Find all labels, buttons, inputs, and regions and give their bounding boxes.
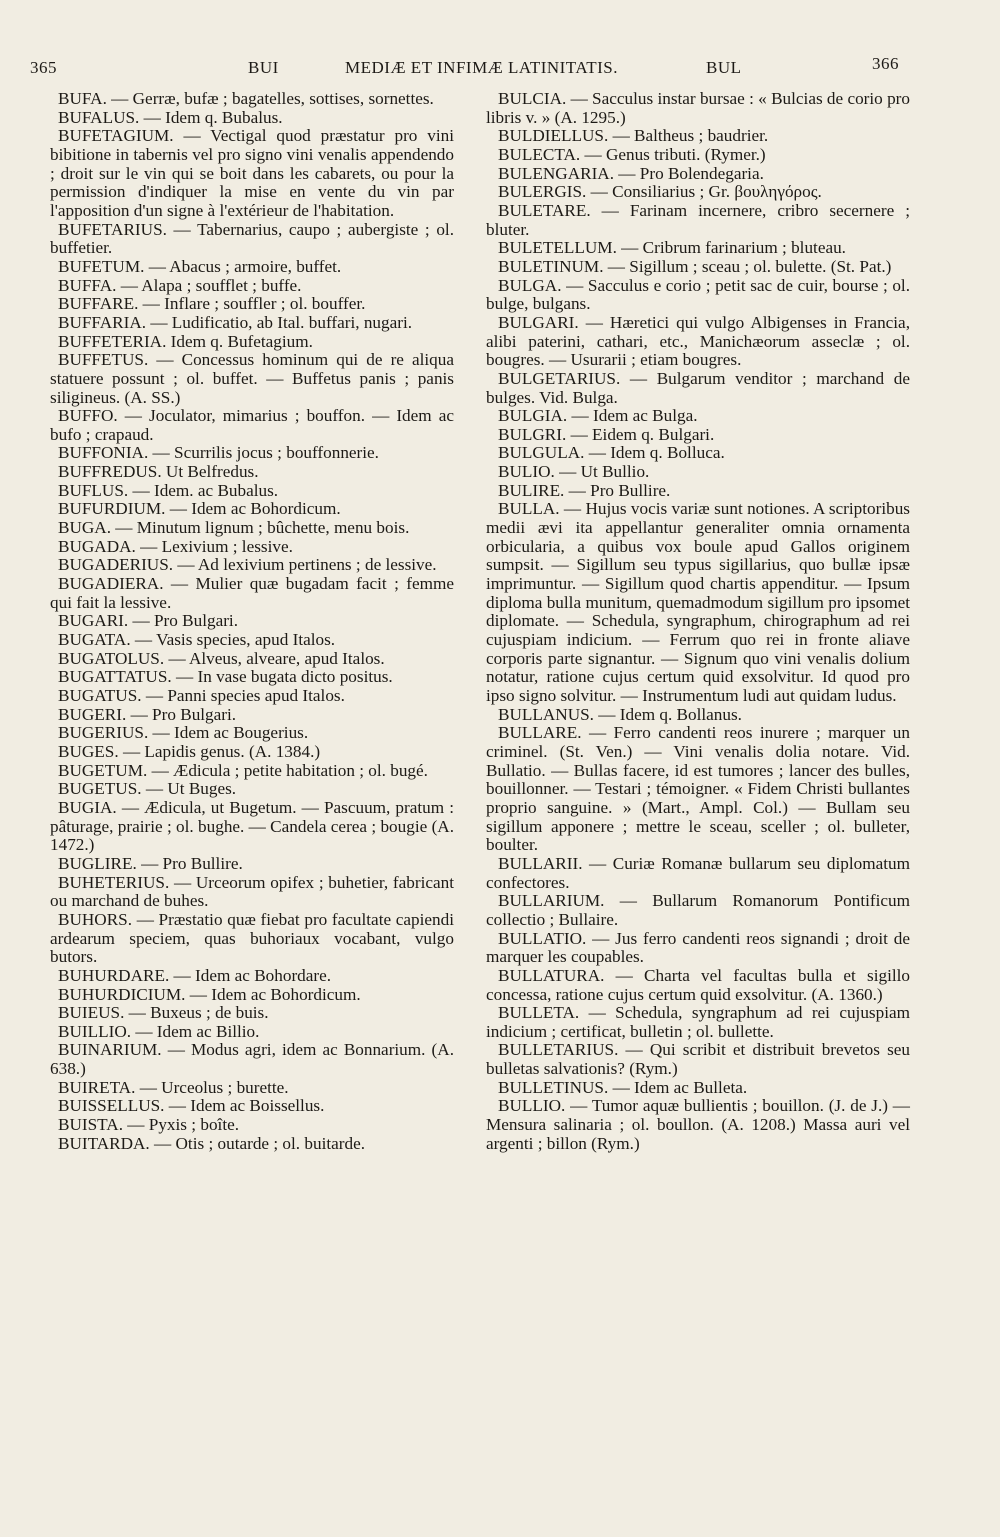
dictionary-entry: BULGRI. — Eidem q. Bulgari. (498, 424, 715, 444)
dictionary-entry: BUGADERIUS. — Ad lexivium pertinens ; de lessive. (58, 555, 437, 575)
dictionary-entry: BUFFARE. — Inflare ; souffler ; ol. bouffer. (58, 294, 366, 314)
dictionary-entry: BUGLIRE. — Pro Bullire. (58, 853, 243, 873)
dictionary-entry: BUHURDICIUM. — Idem ac Bohordicum. (58, 984, 361, 1004)
dictionary-entry: BULLA. — Hujus vocis variæ sunt notiones. A scriptoribus medii ævi ita appellantur generaliter omnia ornamenta orbicularia, a quibus vox boule apud Gallos originem sumpsit. — Sigillum seu typus sigillarius, quo bullæ ipsæ imprimuntur. — Sigillum quod chartis appenditur. — Ipsum diploma bulla munitum, quemadmodum sigillum pro ipsomet diplomate. — Schedula, syngraphum, chirographum ad rei cujuspiam indicium. — Ferrum quo rei in fronte aliave corporis parte signantur. — Signum quo vini venalis dolium notatur, ratione cujus certum quid exsolvitur. Id quod pro ipso signo solvitur. — Instrumentum ludi aut quidam ludus. (486, 499, 910, 705)
dictionary-entry: BULLARII. — Curiæ Romanæ bullarum seu diplomatum confectores. (486, 853, 910, 892)
dictionary-entry: BULLATURA. — Charta vel facultas bulla et sigillo concessa, ratione cujus certum quid exsolvitur. (A. 1360.) (486, 965, 910, 1004)
dictionary-entry: BULGA. — Sacculus e corio ; petit sac de cuir, bourse ; ol. bulge, bulgans. (486, 275, 910, 314)
dictionary-entry: BULLANUS. — Idem q. Bollanus. (498, 704, 742, 724)
dictionary-entry: BUGATTATUS. — In vase bugata dicto positus. (58, 667, 393, 687)
dictionary-entry: BULLATIO. — Jus ferro candenti reos signandi ; droit de marquer les coupables. (486, 928, 910, 967)
page-number-right: 366 (872, 54, 899, 73)
dictionary-entry: BULDIELLUS. — Baltheus ; baudrier. (498, 126, 769, 146)
dictionary-entry: BUFETAGIUM. — Vectigal quod præstatur pro vini bibitione in tabernis vel pro signo vini venalis appendendo ; droit sur le vin qui se boit dans les cabarets, ou pour la permission d'indiquer la mise en vente du vin par l'apposition d'un signe à l'extérieur de l'habitation. (50, 126, 454, 220)
dictionary-entry: BUFFETUS. — Concessus hominum qui de re aliqua statuere possunt ; ol. buffet. — Buffetus panis ; panis siligineus. (A. SS.) (50, 350, 454, 407)
dictionary-entry: BULETINUM. — Sigillum ; sceau ; ol. bulette. (St. Pat.) (498, 256, 892, 276)
dictionary-entry: BULIRE. — Pro Bullire. (498, 480, 671, 500)
dictionary-entry: BULLETA. — Schedula, syngraphum ad rei cujuspiam indicium ; certificat, bulletin ; ol. bullette. (486, 1003, 910, 1041)
dictionary-entry: BULGARI. — Hæretici qui vulgo Albigenses in Francia, alibi paterini, cathari, etc., Manichæorum asseclæ ; ol. bougres. — Usurarii ; etiam bougres. (486, 312, 910, 370)
dictionary-entry: BUGA. — Minutum lignum ; bûchette, menu bois. (58, 518, 410, 538)
dictionary-entry: BUFLUS. — Idem. ac Bubalus. (58, 480, 279, 500)
dictionary-entry: BUILLIO. — Idem ac Billio. (58, 1021, 260, 1041)
dictionary-entry: BUFETUM. — Abacus ; armoire, buffet. (58, 256, 342, 276)
dictionary-entry: BUGATUS. — Panni species apud Italos. (58, 686, 345, 705)
dictionary-entry: BUGARI. — Pro Bulgari. (58, 611, 238, 631)
dictionary-entry: BUGATOLUS. — Alveus, alveare, apud Italos. (58, 648, 385, 668)
dictionary-entry: BULLETINUS. — Idem ac Bulleta. (498, 1077, 748, 1097)
dictionary-entry: BUGATA. — Vasis species, apud Italos. (58, 630, 336, 650)
running-head-right: BUL (706, 58, 742, 77)
dictionary-entry: BULLARE. — Ferro candenti reos inurere ; marquer un criminel. (St. Ven.) — Vini venalis dolia notare. Vid. Bullatio. — Bullas facere, id est tumores ; lancer des bulles, bouillonner. — Testari ; témoigner. « Fidem Christi bullantes proprio sanguine. » (Mart., Ampl. Col.) — Bullam seu sigillum apponere ; mettre le sceau, sceller ; ol. bulleter, boulter. (486, 723, 910, 855)
running-head-left: BUI (248, 58, 279, 77)
dictionary-entry: BUITARDA. — Otis ; outarde ; ol. buitarde. (58, 1133, 365, 1153)
dictionary-entry: BULIO. — Ut Bullio. (498, 462, 650, 482)
dictionary-entry: BUIRETA. — Urceolus ; burette. (58, 1077, 289, 1097)
dictionary-entry: BULECTA. — Genus tributi. (Rymer.) (498, 144, 766, 164)
dictionary-entry: BUFFO. — Joculator, mimarius ; bouffon. — Idem ac bufo ; crapaud. (50, 406, 454, 444)
dictionary-entry: BUGERI. — Pro Bulgari. (58, 704, 237, 724)
dictionary-entry: BULGULA. — Idem q. Bolluca. (498, 443, 725, 463)
dictionary-entry: BUHORS. — Præstatio quæ fiebat pro facultate capiendi ardearum speciem, quas buhoriaux vocabant, vulgo butors. (50, 909, 454, 967)
dictionary-entry: BUGADIERA. — Mulier quæ bugadam facit ; femme qui fait la lessive. (50, 574, 454, 612)
dictionary-entry: BULLIO. — Tumor aquæ bullientis ; bouillon. (J. de J.) — Mensura salinaria ; ol. boullon. (A. 1208.) Massa auri vel argenti ; billon (Rym.) (486, 1096, 910, 1153)
dictionary-entry: BUFALUS. — Idem q. Bubalus. (58, 107, 283, 127)
page-title: MEDIÆ ET INFIMÆ LATINITATIS. (345, 58, 618, 77)
dictionary-entry: BUISTA. — Pyxis ; boîte. (58, 1115, 240, 1135)
dictionary-entry: BUFFETERIA. Idem q. Bufetagium. (58, 331, 313, 351)
dictionary-entry: BULLARIUM. — Bullarum Romanorum Pontificum collectio ; Bullaire. (486, 891, 910, 929)
dictionary-entry: BUFFONIA. — Scurrilis jocus ; bouffonnerie. (58, 443, 379, 463)
dictionary-entry: BULETELLUM. — Cribrum farinarium ; bluteau. (498, 238, 846, 258)
dictionary-entry: BUINARIUM. — Modus agri, idem ac Bonnarium. (A. 638.) (50, 1040, 454, 1079)
dictionary-entry: BUGETUM. — Ædicula ; petite habitation ; ol. bugé. (58, 760, 428, 780)
page-number-left: 365 (30, 58, 57, 77)
dictionary-entry: BUFETARIUS. — Tabernarius, caupo ; aubergiste ; ol. buffetier. (50, 219, 454, 258)
left-column (50, 90, 454, 1153)
dictionary-entry: BULGIA. — Idem ac Bulga. (498, 406, 698, 426)
running-header (30, 54, 900, 84)
dictionary-entry: BUFURDIUM. — Idem ac Bohordicum. (58, 499, 341, 519)
dictionary-entry: BUGERIUS. — Idem ac Bougerius. (58, 723, 309, 743)
dictionary-entry: BULLETARIUS. — Qui scribit et distribuit brevetos seu bulletas salvationis? (Rym.) (486, 1040, 910, 1079)
dictionary-entry: BULENGARIA. — Pro Bolendegaria. (498, 163, 764, 183)
dictionary-entry: BUGETUS. — Ut Buges. (58, 779, 237, 799)
dictionary-entry: BULCIA. — Sacculus instar bursae : « Bulcias de corio pro libris v. » (A. 1295.) (486, 89, 910, 127)
dictionary-entry: BUFFREDUS. Ut Belfredus. (58, 462, 259, 482)
dictionary-entry: BUFFARIA. — Ludificatio, ab Ital. buffari, nugari. (58, 312, 413, 332)
dictionary-entry: BUHETERIUS. — Urceorum opifex ; buhetier, fabricant ou marchand de buhes. (50, 872, 454, 911)
right-column (486, 90, 910, 1153)
dictionary-entry: BUGIA. — Ædicula, ut Bugetum. — Pascuum, pratum : pâturage, prairie ; ol. bughe. — Candela cerea ; bougie (A. 1472.) (50, 797, 454, 855)
dictionary-entry: BUFA. — Gerræ, bufæ ; bagatelles, sottises, sornettes. (58, 89, 434, 108)
dictionary-entry: BUFFA. — Alapa ; soufflet ; buffe. (58, 275, 302, 295)
dictionary-entry: BUHURDARE. — Idem ac Bohordare. (58, 965, 332, 985)
dictionary-entry: BUIEUS. — Buxeus ; de buis. (58, 1003, 269, 1023)
dictionary-entry: BUGES. — Lapidis genus. (A. 1384.) (58, 741, 321, 761)
dictionary-entry: BUISSELLUS. — Idem ac Boissellus. (58, 1096, 325, 1116)
dictionary-entry: BUGADA. — Lexivium ; lessive. (58, 536, 293, 556)
dictionary-entry: BULERGIS. — Consiliarius ; Gr. βουληγόρος. (498, 182, 822, 202)
dictionary-entry: BULGETARIUS. — Bulgarum venditor ; marchand de bulges. Vid. Bulga. (486, 368, 910, 407)
dictionary-entry: BULETARE. — Farinam incernere, cribro secernere ; bluter. (486, 200, 910, 239)
